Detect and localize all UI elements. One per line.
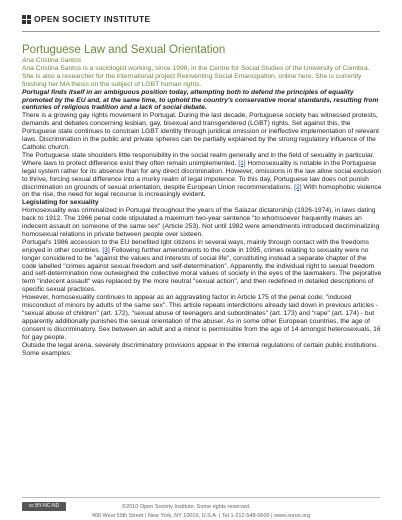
- paragraph-4: Portugal's 1986 accession to the EU benefited lgbt citizens in several ways, mainly through contact with the freedoms enjoyed in other countries. [3] Following further amendments to the code in 1995, crimes relating to sexuality were no longer considered to be "against the values and interests of social life", constituting instead a separate chapter of the code labelled "crimes against sexual freedom and self-determination". Apparently, the individual right to sexual freedom and self-determination now outweighed the collective moral values of society in the eyes of the lawmakers. The pejorative term "indecent assault" was replaced by the more neutral "sexual action", and then redefined in detailed descriptions of specific sexual practices.: [22, 238, 382, 294]
- paragraph-3: Homosexuality was criminalized in Portugal throughout the years of the Salazar dictatorship (1926-1974), in laws dating back to 1912. The 1966 penal code stipulated a maximum two-year sentence "to whomsoever frequently makes an indecent assault on someone of the same sex" (Article 253). Not until 1982 were amendments introduced decriminalizing homosexual relations in private between people over sixteen.: [22, 207, 380, 238]
- paragraph-1: There is a growing gay rights movement in Portugal. During the last decade, Portuguese society has witnessed protests, demands and debates concerning lesbian, gay, bisexual and transgendered (LGBT) rights. Set against this, the Portuguese state continues to constrain LGBT identity through juridical omission or ineffective implementation of relevant laws. Discrimination in the public and private spheres can be partially explained by the strong regulatory influence of the Catholic church.: [22, 112, 379, 151]
- org-name: OPEN SOCIETY INSTITUTE: [34, 14, 151, 24]
- article-author: Ana Cristina Santos: [22, 57, 82, 64]
- section-heading: Legislating for sexuality: [22, 199, 99, 207]
- footer-divider: [22, 497, 380, 498]
- paragraph-5: However, homosexuality continues to appear as an aggravating factor in Article 175 of the penal code: "induced misconduct of minors by adults of the same sex". This article repeats interdictions already laid down in previous articles - "sexual abuse of children" (art. 172), "sexual abuse of teenagers and subordinates" (art. 173) and "rape" (art. 174) - but apparently additionally punishes the sexual orientation of the abuser. As in some other European countries, the age of consent is discriminatory. Sex between an adult and a minor is permissible from the age of 14 amongst heterosexuals, 16 for gay people.: [22, 294, 381, 341]
- osi-logo-icon: [22, 15, 31, 24]
- paragraph-2: The Portuguese state shoulders little responsibility in the social realm generally and in the field of sexuality in particular. Where laws to protect difference exist they often remain unimplemented. [1] Homosexuality is notable in the Portuguese legal system rather for its absence than for any direct discrimination. However, omissions in the law allow social exclusion to thrive, forcing sexual difference into a murky realm of legal impotence. To this day, Portuguese law does not punish discrimination on grounds of sexual orientation, despite European Union recommendations. [2] With homophobic violence on the rise, the need for legal recourse is increasingly evident.: [22, 151, 382, 199]
- copyright-notice: ©2010 Open Society Institute. Some rights reserved.: [122, 504, 251, 510]
- header-divider: [22, 31, 380, 32]
- author-bio: Ana Cristina Santos is a sociologist working, since 1998, in the Centre for Social Studies of the University of Coimbra. She is also a researcher for the international project Reinventing Social Emancipation, online here. She is currently finishing her MA thesis on the subject of LGBT human rights.: [22, 64, 370, 88]
- paragraph-6: Outside the legal arena, severely discriminatory provisions appear in the internal regulations of certain public institutions. Some examples:: [22, 341, 379, 357]
- header-logo[interactable]: [22, 14, 151, 24]
- footnote-link-3[interactable]: [3]: [102, 246, 110, 254]
- article-lead: Portugal finds itself in an ambiguous position today, attempting both to defend the principles of equality promoted by the EU and, at the same time, to uphold the country's conservative moral standards, resulting from centuries of religious tradition and a lack of social debate.: [22, 88, 379, 112]
- footer-address: 400 West 59th Street | New York, NY 10019, U.S.A. | Tel 1-212-548-0600 | www.soros.org: [91, 513, 311, 519]
- article-title: Portuguese Law and Sexual Orientation: [22, 44, 226, 56]
- article-body: [22, 44, 382, 357]
- cc-license-badge[interactable]: cc BY-NC-ND: [22, 502, 66, 511]
- footnote-link-2[interactable]: [2]: [294, 183, 302, 191]
- footnote-link-1[interactable]: [1]: [238, 159, 246, 167]
